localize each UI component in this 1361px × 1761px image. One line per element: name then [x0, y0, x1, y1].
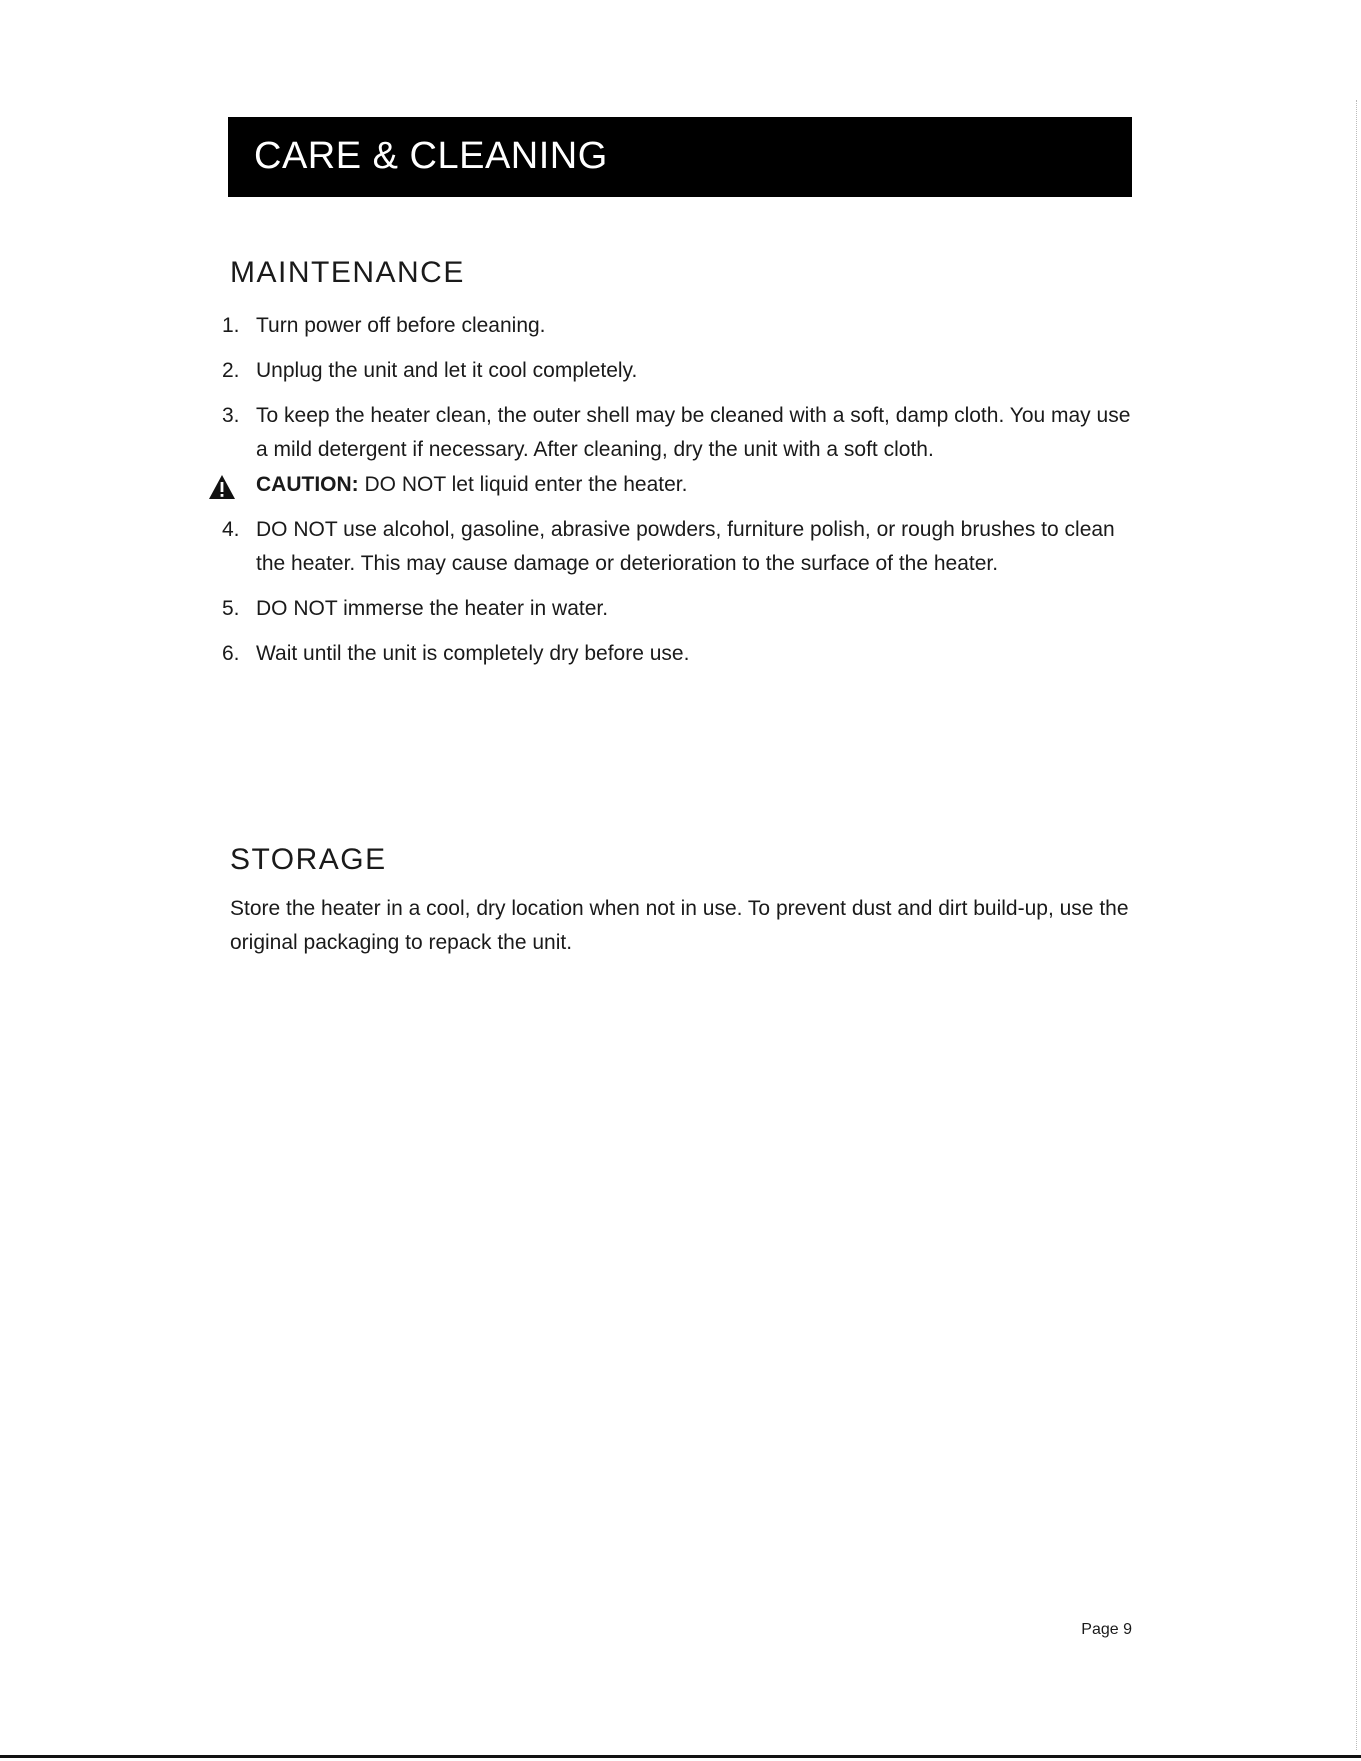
- step-text: DO NOT use alcohol, gasoline, abrasive powders, furniture polish, or rough brushes to clean the heater. This may cause damage or deterioration to the surface of the heater.: [256, 518, 1115, 575]
- storage-paragraph: Store the heater in a cool, dry location when not in use. To prevent dust and dirt build-up, use the original packaging to repack the unit.: [230, 897, 1129, 954]
- list-item: [222, 354, 1142, 388]
- warning-triangle-icon: [208, 474, 236, 500]
- list-item: [222, 592, 1142, 626]
- step-number: 3.: [222, 404, 240, 427]
- maintenance-steps-list: [222, 309, 1142, 682]
- storage-heading: STORAGE: [230, 843, 387, 876]
- step-number: 5.: [222, 597, 240, 620]
- caution-label: CAUTION:: [256, 473, 359, 496]
- step-text: To keep the heater clean, the outer shell may be cleaned with a soft, damp cloth. You may use a mild detergent if necessary. After cleaning, dry the unit with a soft cloth.: [256, 404, 1131, 461]
- page-number: Page 9: [1081, 1621, 1132, 1638]
- section-banner: [228, 117, 1132, 197]
- maintenance-heading: MAINTENANCE: [230, 256, 465, 289]
- list-item: [222, 309, 1142, 343]
- step-number: 4.: [222, 518, 240, 541]
- caution-text: DO NOT let liquid enter the heater.: [358, 473, 688, 496]
- list-item: [222, 637, 1142, 671]
- step-text: DO NOT immerse the heater in water.: [256, 597, 609, 620]
- page-bottom-edge: [0, 1755, 1361, 1758]
- list-item: [222, 399, 1142, 467]
- step-number: 6.: [222, 642, 240, 665]
- list-item: [222, 513, 1142, 581]
- step-text: Wait until the unit is completely dry before use.: [256, 642, 690, 665]
- page-title: CARE & CLEANING: [254, 135, 608, 177]
- step-text: Unplug the unit and let it cool completely.: [256, 359, 638, 382]
- page-right-edge: [1356, 100, 1357, 1750]
- step-number: 2.: [222, 359, 240, 382]
- step-text: Turn power off before cleaning.: [256, 314, 546, 337]
- caution-note: [222, 468, 1142, 502]
- step-number: 1.: [222, 314, 240, 337]
